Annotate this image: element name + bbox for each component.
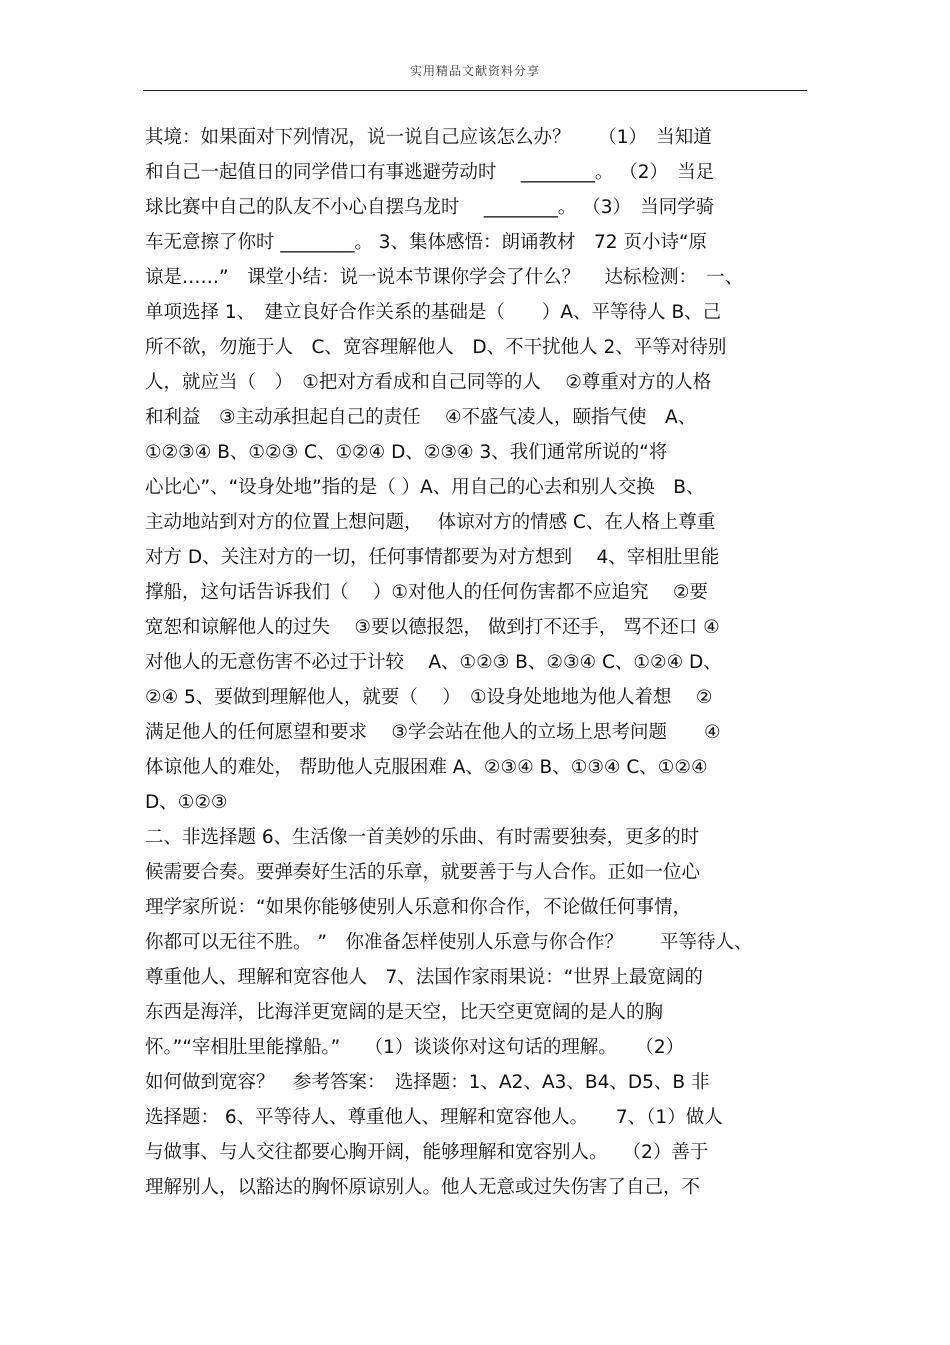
text-line: 对方 D、关注对方的一切，任何事情都要为对方想到 4、宰相肚里能 [145, 547, 720, 568]
page-header: 实用精品文献资料分享 [409, 64, 540, 78]
text-line: 和自己一起值日的同学借口有事逃避劳动时 ________。 （2） 当足 [145, 162, 715, 183]
text-line: 车无意擦了你时 ________。 3、集体感悟：朗诵教材 72 页小诗“原 [145, 232, 708, 253]
text-line: 所不欲，勿施于人 C、宽容理解他人 D、不干扰他人 2、平等对待别 [145, 337, 727, 358]
text-line: D、①②③ [145, 792, 228, 813]
text-line: 宽恕和谅解他人的过失 ③要以德报怨， 做到打不还手， 骂不还口 ④ [145, 617, 720, 638]
text-line: 体谅他人的难处， 帮助他人克服困难 A、②③④ B、①③④ C、①②④ [145, 757, 708, 778]
text-line: 理学家所说：“如果你能够使别人乐意和你合作，不论做任何事情， [145, 897, 692, 918]
text-line: 心比心”、“设身处地”指的是（ ）A、用自己的心去和别人交换 B、 [145, 477, 705, 498]
text-line: 谅是……” 课堂小结：说一说本节课你学会了什么？ 达标检测： 一、 [145, 267, 744, 288]
text-line: 你都可以无往不胜。 ” 你准备怎样使别人乐意与你合作？ 平等待人、 [145, 932, 753, 953]
text-line: 撑船，这句话告诉我们（ ）①对他人的任何伤害都不应追究 ②要 [145, 582, 708, 603]
header-divider [143, 90, 807, 91]
text-line: 对他人的无意伤害不必过于计较 A、①②③ B、②③④ C、①②④ D、 [145, 652, 722, 673]
text-line: 东西是海洋，比海洋更宽阔的是天空，比天空更宽阔的是人的胸 [145, 1002, 664, 1023]
text-line: 理解别人，以豁达的胸怀原谅别人。他人无意或过失伤害了自己，不 [145, 1177, 701, 1198]
text-line: 人，就应当（ ） ①把对方看成和自己同等的人 ②尊重对方的人格 [145, 372, 712, 393]
text-line: 主动地站到对方的位置上想问题， 体谅对方的情感 C、在人格上尊重 [145, 512, 716, 533]
text-line: 怀。”“宰相肚里能撑船。” （1）谈谈你对这句话的理解。 （2） [145, 1037, 685, 1058]
text-line: 其境：如果面对下列情况，说一说自己应该怎么办？ （1） 当知道 [145, 127, 712, 148]
text-line: 如何做到宽容？ 参考答案： 选择题：1、A2、A3、B4、D5、B 非 [145, 1072, 710, 1093]
text-line: 满足他人的任何愿望和要求 ③学会站在他人的立场上思考问题 ④ [145, 722, 721, 743]
text-line: 和利益 ③主动承担起自己的责任 ④不盛气凌人，颐指气使 A、 [145, 407, 697, 428]
text-line: 球比赛中自己的队友不小心自摆乌龙时 ________。 （3） 当同学骑 [145, 197, 715, 218]
document-body [145, 120, 810, 1205]
text-line: 候需要合奏。要弹奏好生活的乐章，就要善于与人合作。正如一位心 [145, 862, 701, 883]
text-line: 选择题： 6、平等待人、尊重他人、理解和宽容他人。 7、（1）做人 [145, 1107, 723, 1128]
text-line: 与做事、与人交往都要心胸开阔，能够理解和宽容别人。 （2）善于 [145, 1142, 709, 1163]
text-line: 尊重他人、理解和宽容他人 7、法国作家雨果说：“世界上最宽阔的 [145, 967, 703, 988]
text-line: ①②③④ B、①②③ C、①②④ D、②③④ 3、我们通常所说的“将 [145, 442, 668, 463]
text-line: ②④ 5、要做到理解他人，就要（ ） ①设身处地地为他人着想 ② [145, 687, 713, 708]
text-line: 二、非选择题 6、生活像一首美妙的乐曲、有时需要独奏，更多的时 [145, 827, 700, 848]
text-line: 单项选择 1、 建立良好合作关系的基础是（ ）A、平等待人 B、己 [145, 302, 722, 323]
